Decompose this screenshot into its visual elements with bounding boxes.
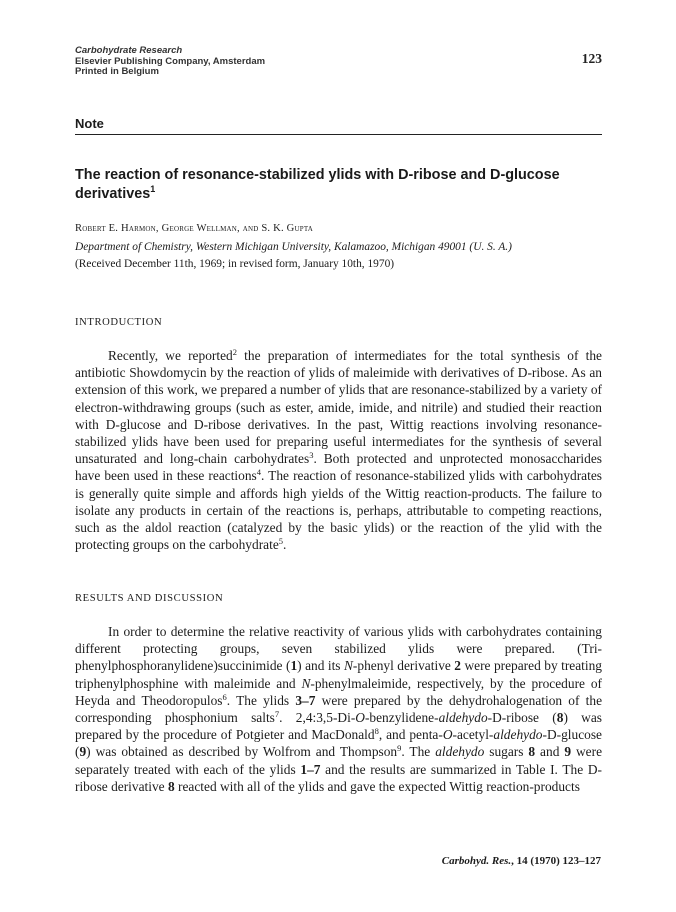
results-paragraph: In order to determine the relative reactivity of various ylids with carbohydrates containing different protecting groups, seven stabilized ylids were prepared. (Tri-phenylphosphoranylidene)succinimide (1) and its N-phenyl derivative 2 were prepared by treating triphenylphosphine with maleimide and N-phenylmaleimide, respectively, by the procedure of Heyda and Theodoropulos$^6$. The ylids 3–7 were prepared by the dehydrohalogenation of the corresponding phosphonium salts$^7$. 2,4:3,5-Di-O-benzylidene-aldehydo-D-ribose (8) was prepared by the procedure of Potgieter and MacDonald$^8$, and penta-O-acetyl-aldehydo-D-glucose (9) was obtained as described by Wolfrom and Thompson$^9$. The aldehydo sugars 8 and 9 were separately treated with each of the ylids 1–7 and the results are summarized in Table I. The D-ribose derivative 8 reacted with all of the ylids and gave the expected Wittig reaction-products	[75, 624, 603, 794]
journal-name: Carbohydrate Research	[75, 45, 183, 56]
affiliation: Department of Chemistry, Western Michigan University, Kalamazoo, Michigan 49001 (U. S. A.)	[75, 241, 512, 253]
journal-citation-footer: Carbohyd. Res., 14 (1970) 123–127	[441, 855, 601, 867]
results-heading: RESULTS AND DISCUSSION	[75, 593, 224, 604]
printed-location: Printed in Belgium	[75, 66, 159, 77]
introduction-paragraph: Recently, we reported$^2$ the preparation of intermediates for the total synthesis of the antibiotic Showdomycin by the reaction of ylids of maleimide with derivatives of D-ribose. As an extension of this work, we prepared a number of ylids that are resonance-stabilized by a variety of electron-withdrawing groups (such as ester, amide, imide, and nitrile) and studied their reaction with D-glucose and D-ribose derivatives. In the past, Wittig reactions involving resonance-stabilized ylids have been used for preparing useful intermediates for the synthesis of several unsaturated and long-chain carbohydrates$^3$. Both protected and unprotected monosaccharides have been used in these reactions$^4$. The reaction of resonance-stabilized ylids with carbohydrates is generally quite simple and affords high yields of the Wittig reaction-products. The failure to isolate any products in certain of the reactions is, perhaps, attributable to competing reactions, such as the aldol reaction (catalyzed by the basic ylids) or the reaction of the ylid with the protecting groups on the carbohydrate$^5$.	[75, 347, 602, 553]
received-dates: (Received December 11th, 1969; in revised form, January 10th, 1970)	[75, 258, 395, 270]
article-title: The reaction of resonance-stabilized ylids with D-ribose and D-glucose derivatives$^1$	[75, 167, 560, 202]
section-label: Note	[75, 116, 104, 131]
publisher-header	[75, 46, 265, 78]
page-number: 123	[581, 51, 602, 66]
title-footnote-marker: 1	[150, 184, 156, 194]
authors: Robert E. Harmon, George Wellman, and S. K. Gupta	[75, 223, 314, 234]
publisher-name: Elsevier Publishing Company, Amsterdam	[75, 55, 266, 67]
header-rule	[75, 134, 602, 135]
introduction-heading: INTRODUCTION	[75, 317, 163, 328]
